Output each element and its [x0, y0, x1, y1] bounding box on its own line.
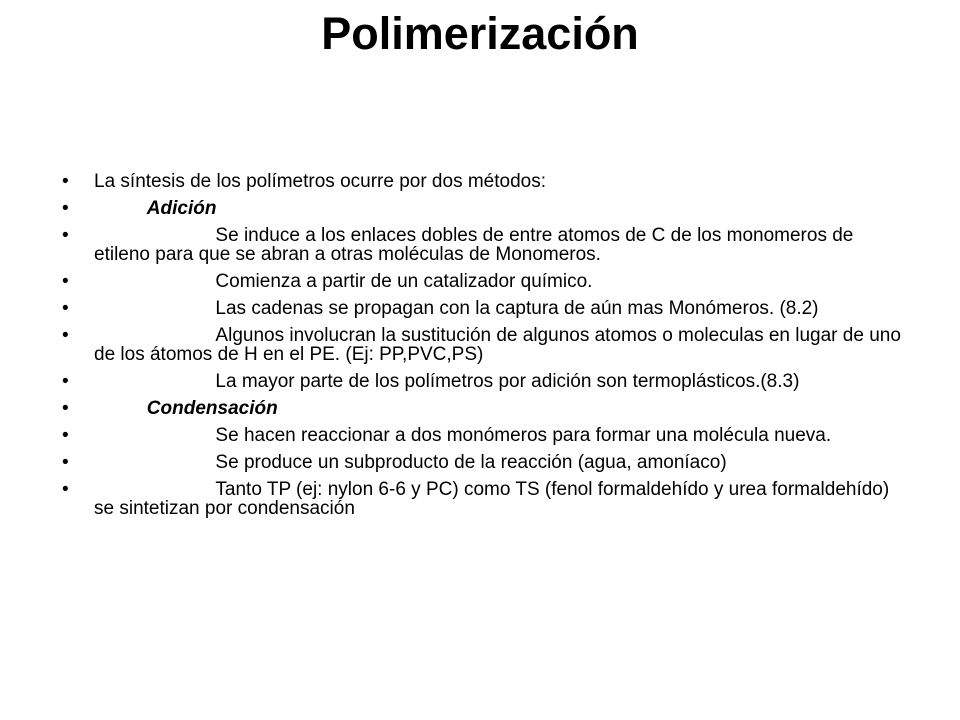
bullet-text: Las cadenas se propagan con la captura de aún mas Monómeros. (8.2)	[94, 298, 819, 319]
bullet-text: Se hacen reaccionar a dos monómeros para formar una molécula nueva.	[94, 425, 832, 446]
bullet-icon: •	[62, 479, 69, 500]
bullet-icon: •	[62, 425, 69, 446]
bullet-item-catalizador	[62, 272, 912, 291]
bullet-item-subproducto	[62, 453, 912, 472]
bullet-icon: •	[62, 325, 69, 346]
section-heading-adicion: Adición	[94, 198, 217, 219]
bullet-icon: •	[62, 171, 69, 192]
bullet-text: Algunos involucran la sustitución de algunos atomos o moleculas en lugar de uno de los átomos de H en el PE. (Ej: PP,PVC,PS)	[94, 325, 907, 365]
bullet-icon: •	[62, 371, 69, 392]
bullet-item-intro	[62, 172, 912, 191]
bullet-icon: •	[62, 198, 69, 219]
bullet-icon: •	[62, 398, 69, 419]
bullet-item-reaccionar	[62, 426, 912, 445]
bullet-icon: •	[62, 225, 69, 246]
bullet-item-cadenas	[62, 299, 912, 318]
bullet-list	[62, 172, 912, 526]
slide-title: Polimerización	[321, 8, 639, 59]
bullet-text: Se produce un subproducto de la reacción (agua, amoníaco)	[94, 452, 727, 473]
bullet-item-tp-ts	[62, 480, 912, 518]
bullet-text: Comienza a partir de un catalizador químico.	[94, 271, 593, 292]
bullet-icon: •	[62, 271, 69, 292]
bullet-item-enlaces	[62, 226, 912, 264]
bullet-item-condensacion	[62, 399, 912, 418]
bullet-text: La mayor parte de los polímetros por adición son termoplásticos.(8.3)	[94, 371, 800, 392]
bullet-text: Tanto TP (ej: nylon 6-6 y PC) como TS (fenol formaldehído y urea formaldehído) se sintetizan por condensación	[94, 479, 895, 519]
bullet-item-adicion	[62, 199, 912, 218]
bullet-icon: •	[62, 298, 69, 319]
bullet-item-termoplasticos	[62, 372, 912, 391]
bullet-item-sustitucion	[62, 326, 912, 364]
bullet-icon: •	[62, 452, 69, 473]
bullet-text: La síntesis de los polímetros ocurre por dos métodos:	[94, 171, 547, 192]
section-heading-condensacion: Condensación	[94, 398, 278, 419]
bullet-text: Se induce a los enlaces dobles de entre atomos de C de los monomeros de etileno para que se abran a otras moléculas de Monomeros.	[94, 225, 859, 265]
